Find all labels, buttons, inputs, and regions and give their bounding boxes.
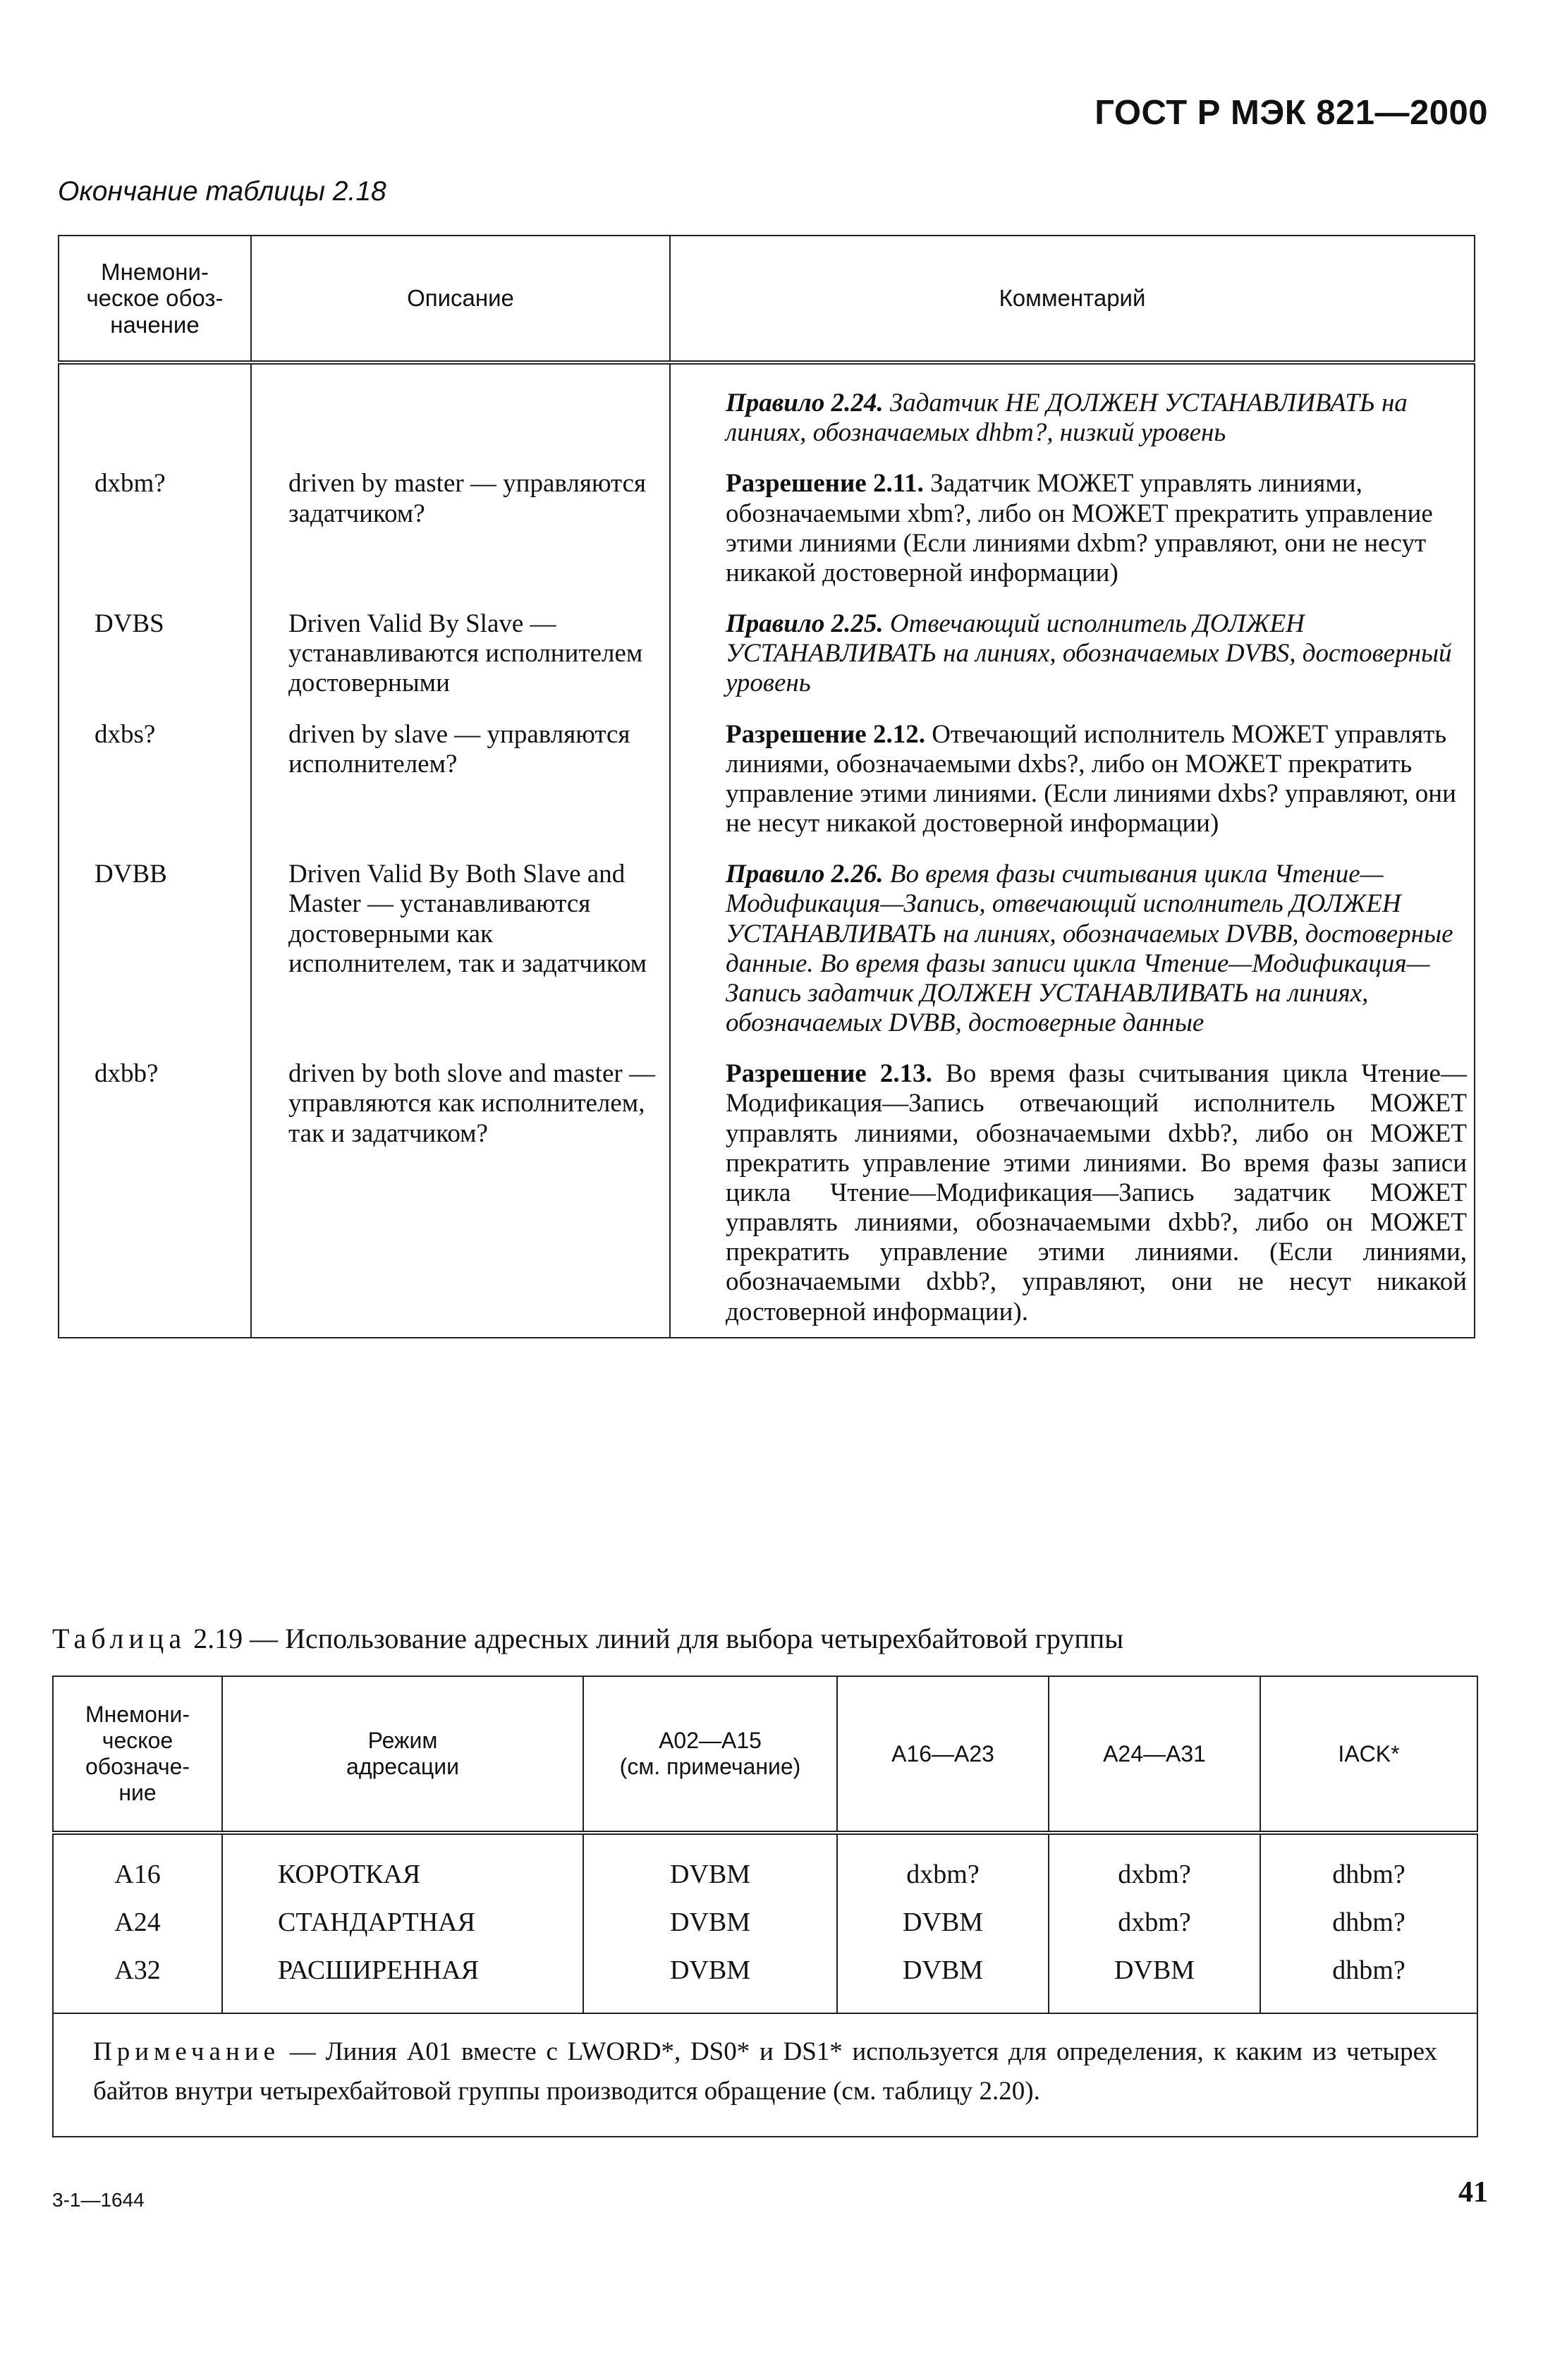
description-cell: Driven Valid By Both Slave and Master — устанавливаются достоверными как исполнителем, так и задатчиком — [251, 838, 670, 1038]
page-number: 41 — [1458, 2176, 1488, 2209]
rule-text: Отвечающий исполнитель ДОЛЖЕН УСТАНАВЛИВАТЬ на линиях, обозначаемых DVBS, достоверный уровень — [726, 609, 1452, 698]
table-row — [59, 699, 1475, 839]
table-cell: dxbm? — [1049, 1898, 1260, 1946]
column-header-a02-a15: A02—A15 (см. примечание) — [583, 1676, 837, 1833]
column-header-mnemonic: Мнемони- ческое обозначе- ние — [53, 1676, 222, 1833]
table-row — [53, 1833, 1477, 1898]
mnemonic-cell: DVBS — [59, 588, 251, 699]
description-cell: driven by master — управляются задатчиком? — [251, 448, 670, 588]
note-text: — Линия A01 вместе с LWORD*, DS0* и DS1* используется для определения, к каким из четырех байтов внутри четырехбайтовой группы производится обращение (см. таблицу 2.20). — [93, 2037, 1437, 2106]
description-cell — [251, 362, 670, 448]
table-cell: КОРОТКАЯ — [222, 1833, 583, 1898]
comment-cell — [670, 1038, 1475, 1338]
rule-text: Во время фазы считывания цикла Чтение—Модификация—Запись, отвечающий исполнитель ДОЛЖЕН УСТАНАВЛИВАТЬ на линиях, обозначаемых DVBB, достоверные данные. Во время фазы записи цикла Чтение—Модификация—Запись задатчик ДОЛЖЕН УСТАНАВЛИВАТЬ на линиях, обозначаемых DVBB, достоверные данные — [726, 860, 1453, 1038]
table-row — [53, 1898, 1477, 1946]
table-row — [59, 588, 1475, 699]
table-2-19 — [52, 1676, 1478, 2137]
description-cell: driven by slave — управляются исполнителем? — [251, 699, 670, 839]
table-cell: dhbm? — [1260, 1946, 1477, 2013]
mnemonic-cell: dxbb? — [59, 1038, 251, 1338]
table-cell: DVBM — [583, 1898, 837, 1946]
column-header-a24-a31: A24—A31 — [1049, 1676, 1260, 1833]
table-row — [53, 1946, 1477, 2013]
table-row — [59, 838, 1475, 1038]
permission-text: Отвечающий исполнитель МОЖЕТ управлять линиями, обозначаемыми dxbs?, либо он МОЖЕТ прекратить управление этими линиями. (Если линиями dxbs? управляют, они не несут никакой достоверной информации) — [726, 719, 1456, 838]
table-2-18 — [58, 235, 1475, 1338]
table-cell: DVBM — [1049, 1946, 1260, 2013]
comment-cell — [670, 699, 1475, 839]
table-cell: DVBM — [837, 1946, 1049, 2013]
column-header-comment: Комментарий — [670, 236, 1475, 362]
column-header-iack: IACK* — [1260, 1676, 1477, 1833]
permission-label: Разрешение 2.13. — [726, 1059, 932, 1089]
table-cell: DVBM — [583, 1833, 837, 1898]
column-header-mnemonic: Мнемони- ческое обоз- начение — [59, 236, 251, 362]
permission-text: Задатчик МОЖЕТ управлять линиями, обозначаемыми xbm?, либо он МОЖЕТ прекратить управление этими линиями (Если линиями dxbm? управляют, они не несут никакой достоверной информации) — [726, 469, 1433, 587]
table-row — [59, 1038, 1475, 1338]
note-label: Примечание — [93, 2037, 280, 2066]
note-row — [53, 2013, 1477, 2137]
column-header-a16-a23: A16—A23 — [837, 1676, 1049, 1833]
description-cell: driven by both slove and master — управляются как исполнителем, так и задатчиком? — [251, 1038, 670, 1338]
mnemonic-cell — [59, 362, 251, 448]
permission-label: Разрешение 2.11. — [726, 469, 924, 499]
table-cell: DVBM — [583, 1946, 837, 2013]
table-continuation-caption: Окончание таблицы 2.18 — [58, 176, 386, 207]
standard-title: ГОСТ Р МЭК 821—2000 — [1094, 94, 1488, 132]
caption-text: 2.19 — Использование адресных линий для выбора четырехбайтовой группы — [186, 1623, 1124, 1654]
table-cell: СТАНДАРТНАЯ — [222, 1898, 583, 1946]
table-row — [59, 362, 1475, 448]
mnemonic-cell: dxbm? — [59, 448, 251, 588]
table-cell: dhbm? — [1260, 1833, 1477, 1898]
table-note — [53, 2013, 1477, 2137]
table-cell: A24 — [53, 1898, 222, 1946]
table-cell: РАСШИРЕННАЯ — [222, 1946, 583, 2013]
column-header-description: Описание — [251, 236, 670, 362]
table-cell: dxbm? — [837, 1833, 1049, 1898]
comment-cell — [670, 588, 1475, 699]
rule-label: Правило 2.25. — [726, 609, 884, 639]
rule-label: Правило 2.24. — [726, 389, 884, 417]
rule-text: Задатчик НЕ ДОЛЖЕН УСТАНАВЛИВАТЬ на линиях, обозначаемых dhbm?, низкий уровень — [726, 389, 1408, 448]
column-header-addressing-mode: Режим адресации — [222, 1676, 583, 1833]
comment-cell — [670, 838, 1475, 1038]
caption-word: Таблица — [52, 1623, 187, 1654]
mnemonic-cell: dxbs? — [59, 699, 251, 839]
table-cell: DVBM — [837, 1898, 1049, 1946]
table-cell: dhbm? — [1260, 1898, 1477, 1946]
table-2-19-caption — [52, 1622, 1123, 1655]
comment-cell — [670, 448, 1475, 588]
permission-text: Во время фазы считывания цикла Чтение—Модификация—Запись отвечающий исполнитель МОЖЕТ управлять линиями, обозначаемыми dxbb?, либо он МОЖЕТ прекратить управление этими линиями. Во время фазы записи цикла Чтение—Модификация—Запись задатчик МОЖЕТ управлять линиями, обозначаемыми dxbb?, либо он МОЖЕТ прекратить управление этими линиями. (Если линиями, обозначаемыми dxbb?, управляют, они не несут никакой достоверной информации). — [726, 1059, 1467, 1326]
table-cell: A32 — [53, 1946, 222, 2013]
comment-cell — [670, 362, 1475, 448]
table-row — [59, 448, 1475, 588]
mnemonic-cell: DVBB — [59, 838, 251, 1038]
table-cell: A16 — [53, 1833, 222, 1898]
table-cell: dxbm? — [1049, 1833, 1260, 1898]
print-code: 3-1—1644 — [52, 2189, 145, 2211]
description-cell: Driven Valid By Slave — устанавливаются исполнителем достоверными — [251, 588, 670, 699]
permission-label: Разрешение 2.12. — [726, 719, 925, 749]
rule-label: Правило 2.26. — [726, 860, 884, 889]
table-header-row — [59, 236, 1475, 362]
table-header-row — [53, 1676, 1477, 1833]
